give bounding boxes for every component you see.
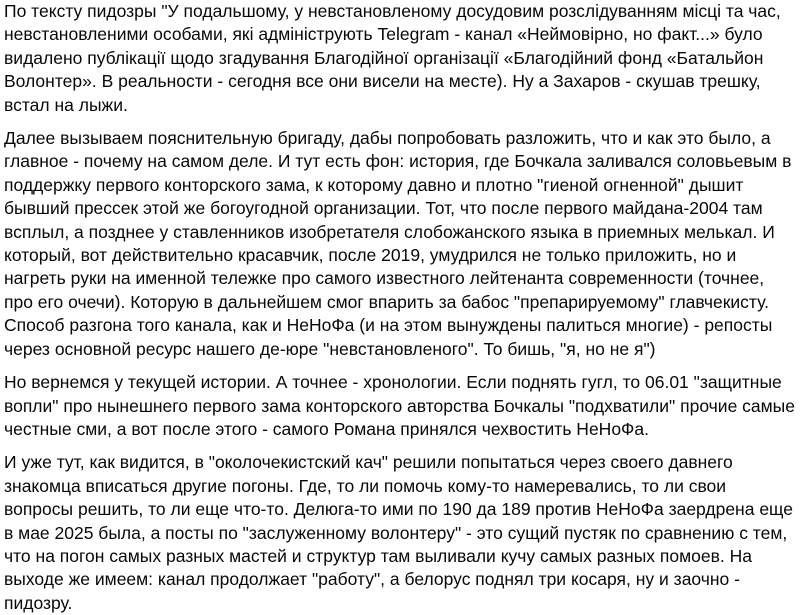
paragraph-2: Далее вызываем пояснительную бригаду, дабы попробовать разложить, что и как это было, а главное - почему на самом деле. И тут есть фон: история, где Бочкала заливался соловьевым в поддержку первого конторского зама, к которому давно и плотно "гиеной огненной" дышит бывший прессек этой же богоугодной организации. Тот, что после первого майдана-2004 там всплыл, а позднее у ставленников изобретателя слобожанского языка в приемных мелькал. И который, вот действительно красавчик, после 2019, умудрился не только приложить, но и нагреть руки на именной тележке про самого известного лейтенанта современности (точнее, про его очечи). Которую в дальнейшем смог впарить за бабос "препарируемому" главчекисту. Способ разгона того канала, как и НеНоФа (и на этом вынуждены палиться многие) - репосты через основной ресурс нашего де-юре "невстановленого". То бишь, "я, но не я") bbox=[4, 128, 792, 359]
paragraph-3: Но вернемся у текущей истории. А точнее - хронологии. Если поднять гугл, то 06.01 "защитные вопли" про нынешнего первого зама конторского авторства Бочкалы "подхватили" прочие самые честные сми, а вот после этого - самого Романа принялся чехвостить НеНоФа. bbox=[4, 372, 795, 439]
paragraph-1: По тексту пидозры "У подальшому, у невстановленому досудовим розслідуванням місці та час, невстановленими особами, які адмініструють Telegram - канал «Неймовірно, но факт...» було видалено публікації щодо згадування Благодійної організації «Благодійний фонд «Батальйон Волонтер». В реальности - сегодня все они висели на месте). Ну а Захаров - скушав трешку, встал на лыжи. bbox=[4, 1, 781, 115]
paragraph-4: И уже тут, как видится, в "околочекистский кач" решили попытаться через своего давнего знакомца вписаться другие погоны. Где, то ли помочь кому-то намеревались, то ли свои вопросы решить, то ли еще что-то. Делюга-то ими по 190 да 189 против НеНоФа заердрена еще в мае 2025 была, а посты по "заслуженному волонтеру" - это сущий пустяк по сравнению с тем, что на погон самых разных мастей и структур там выливали кучу самых разных помоев. На выходе же имеем: канал продолжает "работу", а белорус поднял три косаря, ну и заочно - пидозру. bbox=[4, 452, 793, 613]
post-body bbox=[4, 0, 796, 615]
